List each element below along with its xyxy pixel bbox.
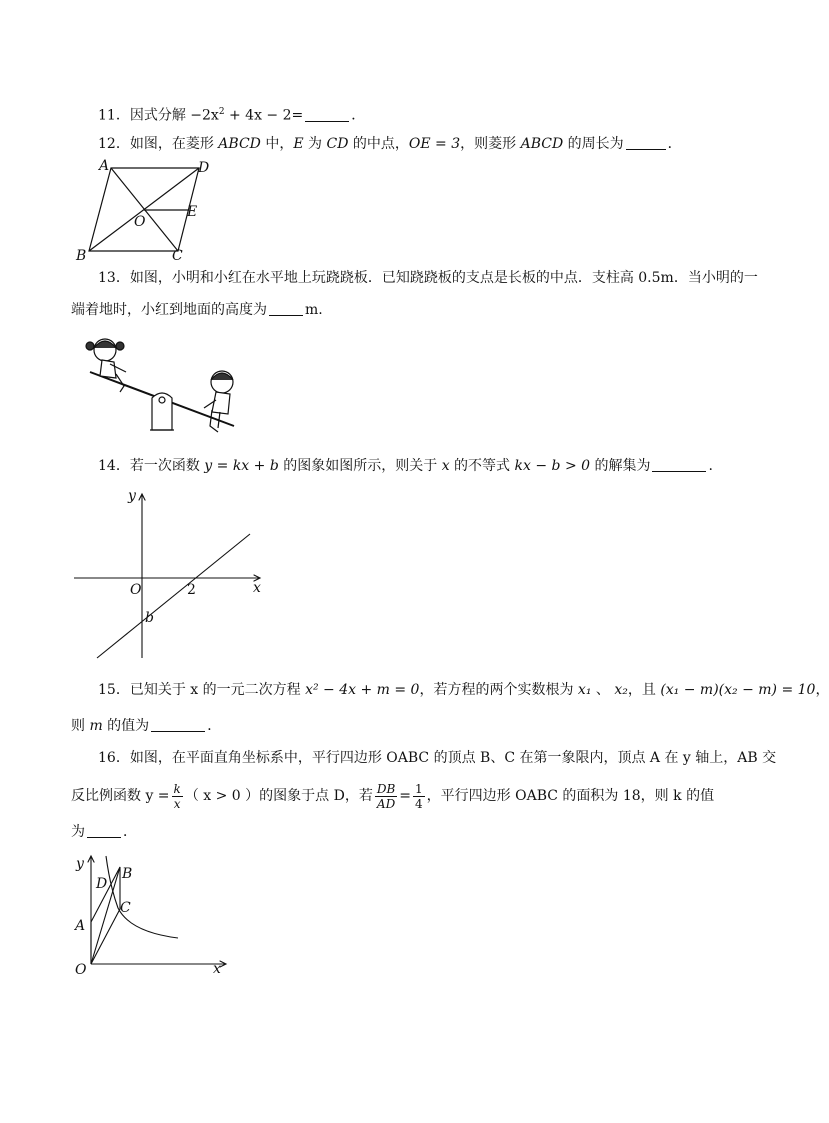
fig16-label-b: B [122,866,133,882]
q14-answer-blank [652,457,706,472]
q12-number: 12． [98,136,130,152]
q16-number: 16． [98,750,130,766]
question-15-line-2 [71,716,221,736]
q15-equation: x² − 4x + m = 0 [305,682,420,698]
q12-text-2: 中， [260,136,294,152]
q11-exponent: 2 [218,107,225,117]
q16-x-den: x [173,796,181,811]
q14-text-4: 的解集为 [590,458,651,474]
q15-x2: x₂ [614,682,628,698]
rhombus-label-d: D [198,160,210,176]
q14-function: y = kx + b [204,458,279,474]
q12-abcd-2: ABCD [520,136,564,152]
q15-answer-blank [151,717,205,732]
q12-end: ． [667,136,682,152]
q16-ad: AD [376,796,396,811]
q11-end: ． [351,107,366,124]
q16-text-1: 如图，在平面直角坐标系中，平行四边形 OABC 的顶点 B、C 在第一象限内，顶点 A 在 y 轴上，AB 交 [129,750,777,766]
question-13-line-1 [98,268,758,288]
q16-one: 1 [415,781,423,796]
q16-db-over-ad [375,782,397,811]
q16-four: 4 [415,796,423,811]
q15-text-1: 已知关于 x 的一元二次方程 [129,682,306,698]
q16-text-3: （ x > 0 ）的图象于点 D，若 [184,788,373,804]
question-14 [98,456,713,476]
question-16-line-2 [71,780,714,812]
linear-function-graph [70,488,270,663]
q16-text-4: ，平行四边形 OABC 的面积为 18，则 k 的值 [426,788,715,804]
q14-inequality: kx − b > 0 [514,458,591,474]
q16-text-5: 为 [71,824,85,840]
question-16-line-1 [98,748,776,768]
rhombus-label-b: B [76,248,87,264]
fig16-y-label: y [76,856,84,872]
graph14-intercept-b: b [145,610,154,626]
q16-text-2: 反比例函数 y = [71,788,170,804]
graph14-x-label: x [253,580,261,596]
q15-text-4: ， [815,682,829,698]
q14-x: x [441,458,450,474]
q15-end: ． [207,718,222,734]
q12-answer-blank [626,135,666,150]
q12-text-1: 如图，在菱形 [129,136,219,152]
q15-text-2: ，若方程的两个实数根为 [419,682,578,698]
q14-text-1: 若一次函数 [129,458,205,474]
seesaw-illustration [72,330,252,440]
fig16-x-label: x [213,961,221,977]
question-16-line-3 [71,822,137,842]
q15-condition: (x₁ − m)(x₂ − m) = 10 [660,682,816,698]
q13-number: 13． [98,270,130,286]
fig16-label-d: D [96,876,108,892]
q15-separator: 、 [591,682,615,698]
q16-k: k [173,781,181,796]
q12-abcd: ABCD [218,136,261,152]
q12-oe: OE = 3 [408,136,461,152]
graph14-origin-label: O [130,582,142,598]
q12-e: E [293,136,304,152]
q13-answer-blank [269,301,303,316]
q12-text-3: 为 [303,136,327,152]
q15-number: 15． [98,682,130,698]
q15-text-6: 的值为 [102,718,150,734]
q11-tail: + 4x − 2= [224,107,304,124]
fig16-label-c: C [120,900,131,916]
graph14-y-label: y [128,488,136,504]
q13-unit: m. [305,302,323,318]
q14-end: . [708,458,713,474]
q15-m: m [89,718,103,734]
question-15-line-1 [98,680,829,700]
rhombus-label-e: E [187,204,198,220]
rhombus-label-c: C [172,248,183,264]
rhombus-figure [74,156,214,266]
q12-text-5: ，则菱形 [460,136,521,152]
graph14-tick-2: 2 [187,582,196,598]
q14-text-3: 的不等式 [449,458,515,474]
q14-text-2: 的图象如图所示，则关于 [278,458,442,474]
q15-text-3: ，且 [627,682,661,698]
parallelogram-hyperbola-figure [70,852,240,982]
q11-text: 因式分解 −2x [129,107,219,124]
q12-text-4: 的中点， [348,136,409,152]
q16-answer-blank [87,823,121,838]
q13-text-1: 如图，小明和小红在水平地上玩跷跷板．已知跷跷板的支点是长板的中点．支柱高 0.5m．当小明的一 [129,270,758,286]
rhombus-label-a: A [99,158,110,174]
question-11 [98,102,365,126]
fig16-label-a: A [75,918,86,934]
fig16-origin-label: O [75,962,87,978]
q12-cd: CD [326,136,349,152]
q16-end: ． [123,824,137,840]
q16-one-quarter [413,782,425,811]
rhombus-label-o: O [134,214,146,230]
q16-k-over-x [172,782,183,811]
q16-db: DB [376,781,396,796]
q14-number: 14． [98,458,130,474]
q16-equals: = [399,788,412,804]
question-13-line-2 [71,300,323,320]
q12-text-6: 的周长为 [563,136,624,152]
question-12 [98,134,682,154]
q13-text-2: 端着地时，小红到地面的高度为 [71,302,267,318]
q15-x1: x₁ [577,682,592,698]
q11-number: 11． [98,107,130,124]
q11-answer-blank [305,107,349,122]
q15-text-5: 则 [71,718,90,734]
